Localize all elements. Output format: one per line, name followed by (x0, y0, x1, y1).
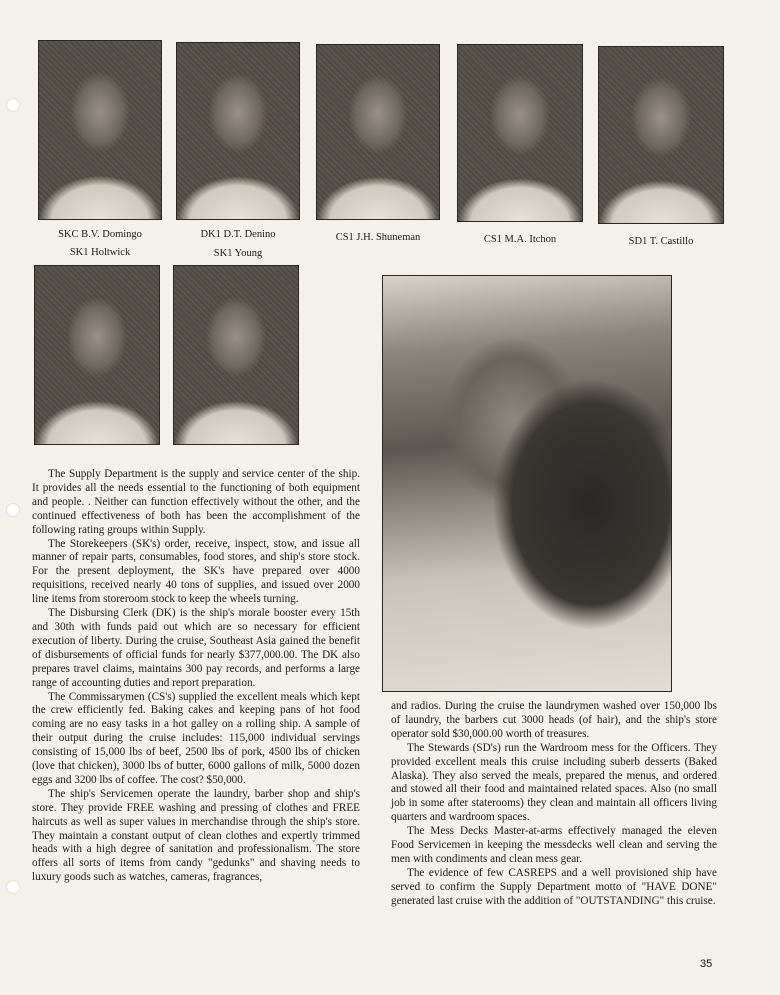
portrait-photo-domingo (38, 40, 162, 220)
paragraph-commissarymen: The Commissarymen (CS's) supplied the excellent meals which kept the crew efficiently fed. Baking cakes and keeping pans of hot food coming are no easy tasks in a hot galley on a rolling ship. A sample of their output during the cruise includes: 115,000 individual servings consisting of 15,000 lbs of beef, 2500 lbs of pork, 4500 lbs of chicken (love that chicken), 3000 lbs of butter, 6000 gallons of milk, 5000 dozen eggs and 3200 lbs of coffee. The cost? $50,000. (32, 690, 360, 786)
article-column-right (391, 700, 717, 909)
portrait-photo-holtwick (34, 265, 160, 445)
binder-hole (6, 503, 20, 517)
portrait-photo-castillo (598, 46, 724, 224)
paragraph-conclusion: The evidence of few CASREPS and a well provisioned ship have served to confirm the Supply Department motto of "HAVE DONE" generated last cruise with the addition of "OUTSTANDING" this cruise. (391, 866, 717, 907)
paragraph-mess-decks: The Mess Decks Master-at-arms effectively managed the eleven Food Servicemen in keeping the messdecks well clean and serving the men with condiments and clean mess gear. (391, 825, 717, 865)
page-number: 35 (700, 958, 713, 970)
caption-denino: DK1 D.T. Denino (200, 229, 276, 240)
binder-hole (6, 880, 20, 894)
paragraph-storekeepers: The Storekeepers (SK's) order, receive, inspect, stow, and issue all manner of repair parts, consumables, food stores, and ship's store stock. For the present deployment, the SK's have prepared over 4000 requisitions, received nearly 40 tons of supplies, and issued over 2000 line items from storeroom stock to keep the wheels turning. (32, 537, 360, 606)
caption-holtwick: SK1 Holtwick (69, 247, 131, 258)
caption-domingo: SKC B.V. Domingo (58, 229, 142, 240)
paragraph-disbursing: The Disbursing Clerk (DK) is the ship's morale booster every 15th and 30th with funds paid out which are so necessary for efficient execution of liberty. During the cruise, Southeast Asia gained the benefit of disbursements of official funds for nearly $377,000.00. The DK also prepares travel claims, maintains 300 pay records, and performs a large range of accounting duties and report preparation. (32, 607, 360, 689)
portrait-photo-young (173, 265, 299, 445)
caption-itchon: CS1 M.A. Itchon (483, 234, 557, 245)
caption-shuneman: CS1 J.H. Shuneman (335, 232, 421, 243)
portrait-photo-itchon (457, 44, 583, 222)
paragraph-stewards: The Stewards (SD's) run the Wardroom mess for the Officers. They provided excellent meals this cruise including suberb desserts (Baked Alaska). They also served the meals, prepared the menus, and ordered and stowed all their food and maintained related spaces. Also (no small job in some after staterooms) they clean and maintain all officers living quarters and wardroom spaces. (391, 741, 717, 824)
paragraph-servicemen-continued: and radios. During the cruise the laundrymen washed over 150,000 lbs of laundry, the barbers cut 3000 heads (of hair), and the ship's store operator sold $30,000.00 worth of treasures. (391, 700, 717, 740)
caption-castillo: SD1 T. Castillo (628, 236, 694, 247)
portrait-photo-shuneman (316, 44, 440, 220)
portrait-photo-denino (176, 42, 300, 220)
article-column-left (32, 468, 360, 885)
paragraph-intro: The Supply Department is the supply and service center of the ship. It provides all the needs essential to the functioning of both equipment and people. . Neither can function effectively without the other, and the continued effectiveness of both has been the accomplishment of the following rating groups within Supply. (32, 468, 360, 536)
paragraph-servicemen: The ship's Servicemen operate the laundry, barber shop and ship's store. They provide FREE washing and pressing of clothes and FREE haircuts as well as super values in merchandise through the ship's store. They maintain a constant output of clean clothes and expertly trimmed heads with a high degree of sanitation and professionalism. The store offers all sorts of items from candy "gedunks" and shaving needs to luxury goods such as watches, cameras, fragrances, (32, 787, 360, 884)
galley-photo (382, 275, 672, 692)
binder-hole (6, 98, 20, 112)
caption-young: SK1 Young (213, 248, 263, 259)
